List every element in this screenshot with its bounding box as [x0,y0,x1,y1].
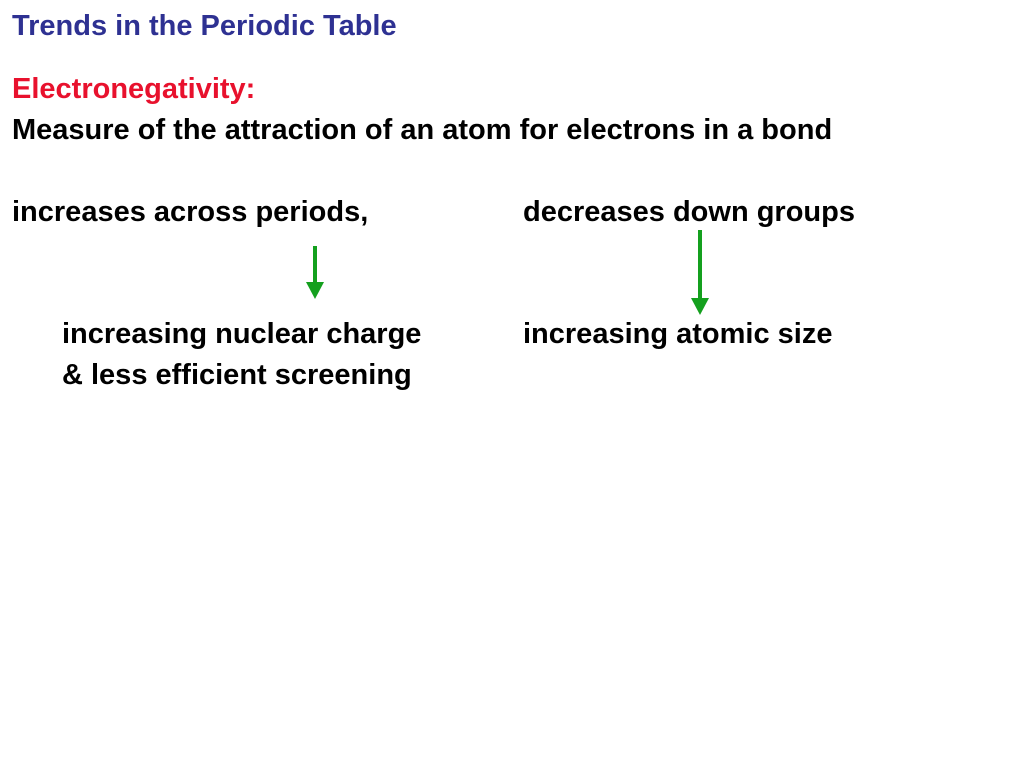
definition-text: Measure of the attraction of an atom for electrons in a bond [12,114,833,146]
down-arrow-icon [305,246,325,300]
down-arrow-icon [690,230,710,316]
reason-screening: & less efficient screening [62,359,412,391]
trend-down-groups: decreases down groups [523,196,855,228]
term-heading: Electronegativity: [12,73,256,105]
reason-nuclear-charge: increasing nuclear charge [62,318,422,350]
trend-across-periods: increases across periods, [12,196,369,228]
reason-atomic-size: increasing atomic size [523,318,833,350]
slide-title: Trends in the Periodic Table [12,10,397,42]
